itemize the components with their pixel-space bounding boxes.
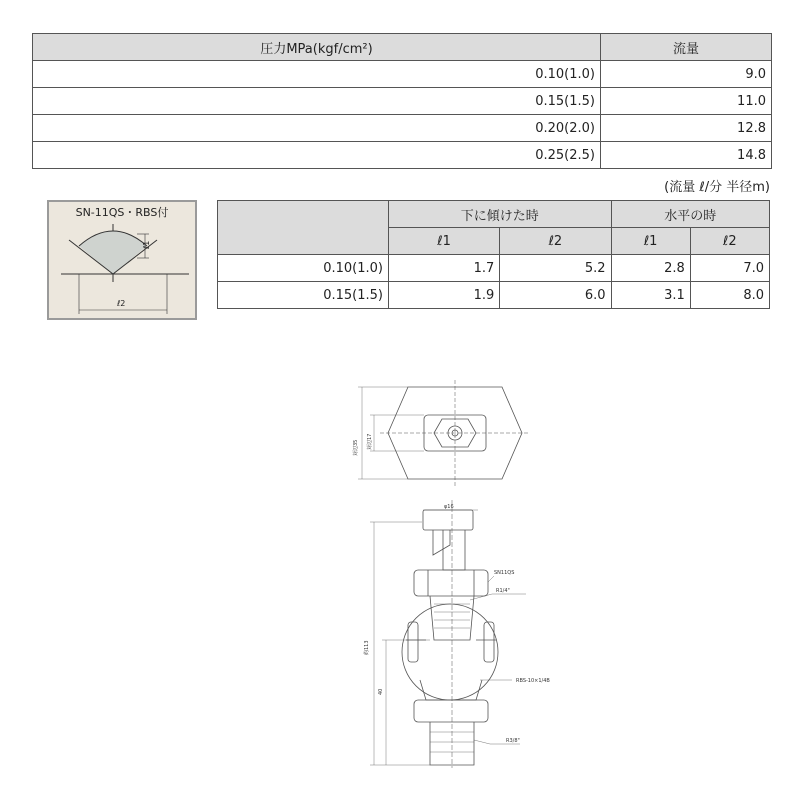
pressure-cell: 0.10(1.0)	[218, 255, 389, 282]
table-row	[33, 88, 772, 115]
units-note: (流量 ℓ/分 半径m)	[664, 180, 770, 195]
flow-cell: 9.0	[601, 61, 772, 88]
subheader-l2: ℓ2	[500, 228, 611, 255]
table-row	[218, 282, 770, 309]
table-header-row	[218, 201, 770, 228]
label-across-flats-17: 対辺17	[367, 433, 373, 450]
label-across-flats-35: 対辺35	[353, 439, 359, 456]
table-header-row	[33, 34, 772, 61]
label-rbs: RBS-10×1/4B	[516, 678, 550, 684]
l2-label: ℓ2	[117, 299, 126, 308]
label-dia16: φ16	[444, 504, 454, 510]
subheader-l1: ℓ1	[389, 228, 500, 255]
table-row	[33, 115, 772, 142]
value-cell: 2.8	[611, 255, 690, 282]
value-cell: 1.7	[389, 255, 500, 282]
subheader-l1: ℓ1	[611, 228, 690, 255]
table-row	[218, 255, 770, 282]
label-r38: R3/8"	[506, 738, 520, 744]
pressure-cell: 0.20(2.0)	[33, 115, 601, 142]
value-cell: 3.1	[611, 282, 690, 309]
value-cell: 1.9	[389, 282, 500, 309]
pressure-cell: 0.25(2.5)	[33, 142, 601, 169]
hex-nut-side-view	[414, 570, 488, 596]
label-total113: 約113	[364, 640, 370, 655]
diagram-title: SN-11QS・RBS付	[75, 206, 169, 219]
label-sn11qs: SN11QS	[494, 570, 515, 576]
pressure-cell: 0.15(1.5)	[218, 282, 389, 309]
header-pressure: 圧力MPa(kgf/cm²)	[33, 34, 601, 61]
label-r14: R1/4"	[496, 588, 510, 594]
spray-arc-figure	[49, 202, 195, 318]
header-tilted-down: 下に傾けた時	[389, 201, 612, 228]
value-cell: 6.0	[500, 282, 611, 309]
flow-cell: 14.8	[601, 142, 772, 169]
pressure-flow-table	[32, 33, 772, 169]
pressure-cell: 0.15(1.5)	[33, 88, 601, 115]
spray-pattern-diagram	[47, 200, 197, 320]
value-cell: 5.2	[500, 255, 611, 282]
header-horizontal: 水平の時	[611, 201, 769, 228]
flow-cell: 12.8	[601, 115, 772, 142]
flow-cell: 11.0	[601, 88, 772, 115]
subheader-l2: ℓ2	[690, 228, 769, 255]
header-flow: 流量	[601, 34, 772, 61]
table-row	[33, 61, 772, 88]
blank-header	[218, 201, 389, 255]
pressure-cell: 0.10(1.0)	[33, 61, 601, 88]
spray-distance-table	[217, 200, 770, 309]
table-row	[33, 142, 772, 169]
l1-label: ℓ1	[142, 240, 151, 249]
value-cell: 7.0	[690, 255, 769, 282]
value-cell: 8.0	[690, 282, 769, 309]
nozzle-technical-drawing	[330, 370, 550, 770]
label-h40: 40	[378, 688, 384, 695]
